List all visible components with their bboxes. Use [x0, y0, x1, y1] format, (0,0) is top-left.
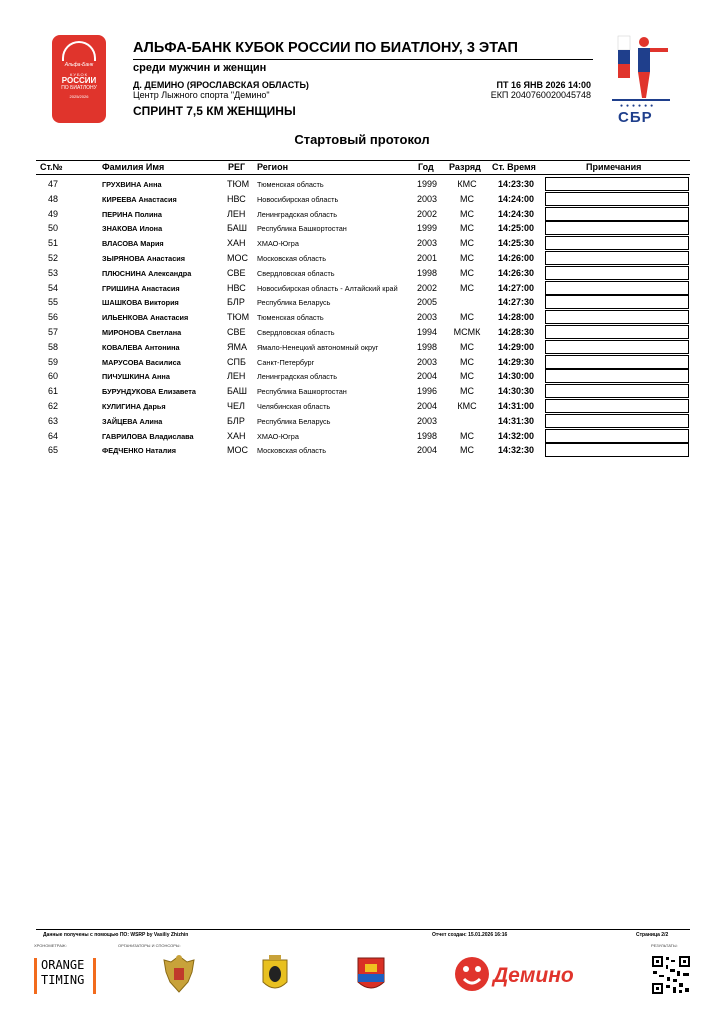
notes-box: [545, 325, 689, 339]
cell-name: ГРИШИНА Анастасия: [102, 283, 180, 293]
notes-box: [545, 399, 689, 413]
cell-num: 56: [48, 312, 59, 323]
cell-time: 14:31:30: [498, 415, 535, 426]
cell-region: Челябинская область: [257, 401, 331, 411]
cell-num: 62: [48, 400, 59, 411]
cell-time: 14:32:00: [498, 430, 535, 441]
alfa-bank-cup-logo: [52, 35, 106, 123]
cell-region: Тюменская область: [257, 313, 324, 323]
race-name: СПРИНТ 7,5 КМ ЖЕНЩИНЫ: [133, 104, 296, 118]
table-header: [36, 160, 690, 175]
cell-rank: МС: [460, 445, 474, 456]
table-row: [0, 369, 724, 384]
table-row: [0, 281, 724, 296]
table-row: [0, 221, 724, 236]
col-reg: РЕГ: [228, 162, 246, 172]
cell-name: КИРЕЕВА Анастасия: [102, 194, 177, 204]
cell-year: 2005: [417, 297, 438, 308]
cell-reg: НВС: [227, 282, 246, 293]
cell-reg: БЛР: [227, 415, 245, 426]
event-date: ПТ 16 ЯНВ 2026 14:00: [496, 80, 591, 90]
cell-rank: МС: [460, 267, 474, 278]
cell-num: 63: [48, 415, 59, 426]
russia-emblem-icon: [160, 952, 198, 996]
col-region: Регион: [257, 162, 288, 172]
cell-rank: МСМК: [453, 326, 481, 337]
cell-region: Ленинградская область: [257, 209, 338, 219]
event-place: Д. ДЕМИНО (ЯРОСЛАВСКАЯ ОБЛАСТЬ): [133, 80, 309, 90]
cell-reg: СВЕ: [227, 326, 246, 337]
cell-region: Республика Башкортостан: [257, 224, 347, 234]
cell-reg: ТЮМ: [227, 312, 250, 323]
cell-region: Московская область: [257, 446, 327, 456]
notes-box: [545, 281, 689, 295]
cell-num: 51: [48, 238, 59, 249]
logo-line-3: РОССИИ: [61, 76, 97, 85]
cell-time: 14:28:30: [498, 326, 535, 337]
cell-name: ГРУХВИНА Анна: [102, 180, 162, 189]
cell-year: 2004: [417, 445, 438, 456]
logo-line-4: ПО БИАТЛОНУ: [61, 85, 97, 91]
cell-region: Свердловская область: [257, 268, 335, 278]
cell-num: 52: [48, 252, 59, 263]
cell-time: 14:27:30: [498, 297, 535, 308]
sbr-logo-text: СБР: [618, 109, 653, 126]
notes-box: [545, 414, 689, 428]
cell-region: Новосибирская область - Алтайский край: [257, 283, 398, 293]
orange-timing-logo: [34, 958, 96, 994]
start-list: [0, 177, 724, 458]
cell-num: 64: [48, 430, 59, 441]
table-row: [0, 414, 724, 429]
cell-reg: МОС: [227, 252, 248, 263]
cell-time: 14:32:30: [498, 445, 535, 456]
cell-year: 1994: [417, 326, 438, 337]
cell-year: 2003: [417, 356, 438, 367]
cell-name: ВЛАСОВА Мария: [102, 239, 164, 249]
cell-num: 61: [48, 386, 59, 397]
table-row: [0, 236, 724, 251]
notes-box: [545, 221, 689, 235]
cell-name: МИРОНОВА Светлана: [102, 327, 182, 337]
cell-year: 1998: [417, 341, 438, 352]
yaroslavl-region-emblem-icon: [260, 952, 290, 996]
cell-num: 49: [48, 208, 59, 219]
cell-rank: МС: [460, 356, 474, 367]
cell-time: 14:28:00: [498, 312, 535, 323]
cell-num: 50: [48, 223, 59, 234]
cell-name: ШАШКОВА Виктория: [102, 298, 179, 308]
notes-box: [545, 192, 689, 206]
cell-rank: МС: [460, 252, 474, 263]
table-row: [0, 207, 724, 222]
col-time: Ст. Время: [492, 162, 536, 172]
cell-name: ЗАЙЦЕВА Алина: [102, 416, 163, 426]
cell-year: 2002: [417, 208, 438, 219]
col-note: Примечания: [586, 162, 642, 172]
cell-region: Московская область: [257, 253, 327, 263]
table-row: [0, 355, 724, 370]
cell-reg: БАШ: [227, 223, 247, 234]
table-row: [0, 340, 724, 355]
table-row: [0, 443, 724, 458]
demino-logo: [453, 955, 587, 993]
cell-year: 2002: [417, 282, 438, 293]
cell-year: 2004: [417, 371, 438, 382]
event-venue: Центр Лыжного спорта "Демино": [133, 90, 270, 100]
cell-year: 2001: [417, 252, 438, 263]
cell-name: ФЕДЧЕНКО Наталия: [102, 446, 176, 456]
notes-box: [545, 251, 689, 265]
caption-timing: ХРОНОМЕТРАЖ:: [34, 943, 67, 948]
cell-reg: ХАН: [227, 430, 246, 441]
cell-num: 47: [48, 179, 59, 189]
cell-reg: СПБ: [227, 356, 246, 367]
cell-reg: СВЕ: [227, 267, 246, 278]
notes-box: [545, 295, 689, 309]
cell-name: ГАВРИЛОВА Владислава: [102, 431, 194, 441]
cell-time: 14:29:30: [498, 356, 535, 367]
cell-year: 1999: [417, 223, 438, 234]
cell-region: ХМАО-Югра: [257, 431, 299, 441]
cell-region: Ленинградская область: [257, 372, 338, 382]
cell-rank: КМС: [457, 179, 477, 189]
cell-num: 59: [48, 356, 59, 367]
demino-logo-text: Демино: [493, 964, 574, 987]
cell-name: ПИЧУШКИНА Анна: [102, 372, 170, 382]
cell-name: ПЕРИНА Полина: [102, 209, 162, 219]
page-subtitle: среди мужчин и женщин: [133, 62, 267, 74]
cell-reg: ЧЕЛ: [227, 400, 245, 411]
cell-num: 65: [48, 445, 59, 456]
table-row: [0, 251, 724, 266]
sbr-dots-icon: ●●●●●●: [620, 103, 657, 109]
cell-time: 14:23:30: [498, 179, 535, 189]
cell-rank: МС: [460, 208, 474, 219]
cell-time: 14:29:00: [498, 341, 535, 352]
cell-reg: НВС: [227, 193, 246, 204]
cell-region: Ямало-Ненецкий автономный округ: [257, 342, 379, 352]
cell-year: 2003: [417, 415, 438, 426]
notes-box: [545, 340, 689, 354]
cell-time: 14:24:00: [498, 193, 535, 204]
cell-reg: БЛР: [227, 297, 245, 308]
cell-name: КОВАЛЕВА Антонина: [102, 342, 180, 352]
cell-region: Республика Беларусь: [257, 298, 331, 308]
document-title: Стартовый протокол: [294, 132, 430, 147]
page-number: Страница 2/2: [636, 932, 669, 938]
orange-timing-line-1: ORANGE: [41, 958, 85, 972]
cell-time: 14:26:00: [498, 252, 535, 263]
notes-box: [545, 384, 689, 398]
cell-time: 14:24:30: [498, 208, 535, 219]
cell-time: 14:26:30: [498, 267, 535, 278]
cell-rank: КМС: [457, 400, 477, 411]
notes-box: [545, 310, 689, 324]
logo-line-5: 2025/2026: [69, 94, 89, 99]
cell-time: 14:30:00: [498, 371, 535, 382]
cell-rank: МС: [460, 386, 474, 397]
cell-name: КУЛИГИНА Дарья: [102, 401, 166, 411]
cell-rank: МС: [460, 223, 474, 234]
cell-time: 14:25:30: [498, 238, 535, 249]
cell-time: 14:27:00: [498, 282, 535, 293]
table-row: [0, 399, 724, 414]
notes-box: [545, 236, 689, 250]
table-row: [0, 266, 724, 281]
cell-reg: МОС: [227, 445, 248, 456]
cell-region: Свердловская область: [257, 327, 335, 337]
qr-code-icon[interactable]: [651, 955, 691, 995]
cell-rank: МС: [460, 312, 474, 323]
logo-line-2: КУБОК: [70, 72, 88, 77]
caption-organizers: ОРГАНИЗАТОРЫ И СПОНСОРЫ:: [118, 943, 181, 948]
cell-name: БУРУНДУКОВА Елизавета: [102, 387, 196, 397]
header-divider: [133, 59, 593, 60]
cell-num: 60: [48, 371, 59, 382]
cell-rank: МС: [460, 341, 474, 352]
cell-year: 2003: [417, 238, 438, 249]
cell-name: ИЛЬЕНКОВА Анастасия: [102, 313, 189, 323]
table-row: [0, 310, 724, 325]
footer-divider: [36, 929, 690, 930]
page-title: АЛЬФА-БАНК КУБОК РОССИИ ПО БИАТЛОНУ, 3 ЭТАП: [133, 40, 518, 56]
cell-name: ЗЫРЯНОВА Анастасия: [102, 253, 186, 263]
cell-num: 48: [48, 193, 59, 204]
cell-reg: ЛЕН: [227, 371, 246, 382]
notes-box: [545, 207, 689, 221]
cell-rank: МС: [460, 430, 474, 441]
cell-time: 14:31:00: [498, 400, 535, 411]
cell-year: 1996: [417, 386, 438, 397]
cell-region: Санкт-Петербург: [257, 357, 315, 367]
cell-name: ПЛЮСНИНА Александра: [102, 268, 192, 278]
table-row: [0, 384, 724, 399]
cell-year: 2003: [417, 193, 438, 204]
notes-box: [545, 355, 689, 369]
cell-time: 14:30:30: [498, 386, 535, 397]
rybinsk-emblem-icon: [355, 952, 387, 996]
notes-box: [545, 177, 689, 191]
col-rank: Разряд: [449, 162, 481, 172]
cell-year: 1998: [417, 430, 438, 441]
notes-box: [545, 443, 689, 457]
cell-rank: МС: [460, 238, 474, 249]
orange-timing-line-2: TIMING: [41, 973, 85, 987]
notes-box: [545, 369, 689, 383]
data-source: Данные получены с помощью ПО: WSRP by Vasiliy Zhizhin: [43, 932, 189, 938]
cell-year: 2004: [417, 400, 438, 411]
cell-year: 1999: [417, 179, 438, 189]
cell-num: 53: [48, 267, 59, 278]
report-created: Отчет создан: 15.01.2026 16:16: [432, 932, 508, 938]
cell-region: Республика Беларусь: [257, 416, 331, 426]
cell-region: ХМАО-Югра: [257, 239, 299, 249]
cell-name: ЗНАКОВА Илона: [102, 224, 163, 234]
cell-time: 14:25:00: [498, 223, 535, 234]
col-name: Фамилия Имя: [102, 162, 165, 172]
col-year: Год: [418, 162, 434, 172]
cell-region: Республика Башкортостан: [257, 387, 347, 397]
col-num: Ст.№: [40, 162, 63, 172]
cell-num: 58: [48, 341, 59, 352]
cell-reg: ЛЕН: [227, 208, 246, 219]
cell-year: 2003: [417, 312, 438, 323]
cell-num: 57: [48, 326, 59, 337]
cell-name: МАРУСОВА Василиса: [102, 357, 181, 367]
cell-rank: МС: [460, 193, 474, 204]
notes-box: [545, 266, 689, 280]
logo-line-1: Альфа-Банк: [64, 62, 94, 68]
cell-num: 54: [48, 282, 59, 293]
table-row: [0, 177, 724, 192]
cell-reg: ЯМА: [227, 341, 247, 352]
cell-rank: МС: [460, 282, 474, 293]
cell-year: 1998: [417, 267, 438, 278]
cell-reg: ТЮМ: [227, 179, 250, 189]
table-row: [0, 295, 724, 310]
table-row: [0, 429, 724, 444]
notes-box: [545, 429, 689, 443]
cell-region: Новосибирская область: [257, 194, 339, 204]
table-row: [0, 192, 724, 207]
logo-dome-icon: [62, 41, 96, 61]
event-ekp: ЕКП 2040760020045748: [490, 90, 591, 100]
cell-reg: ХАН: [227, 238, 246, 249]
cell-reg: БАШ: [227, 386, 247, 397]
table-row: [0, 325, 724, 340]
cell-num: 55: [48, 297, 59, 308]
cell-rank: МС: [460, 371, 474, 382]
cell-region: Тюменская область: [257, 180, 324, 189]
caption-results: РЕЗУЛЬТАТЫ:: [651, 943, 678, 948]
